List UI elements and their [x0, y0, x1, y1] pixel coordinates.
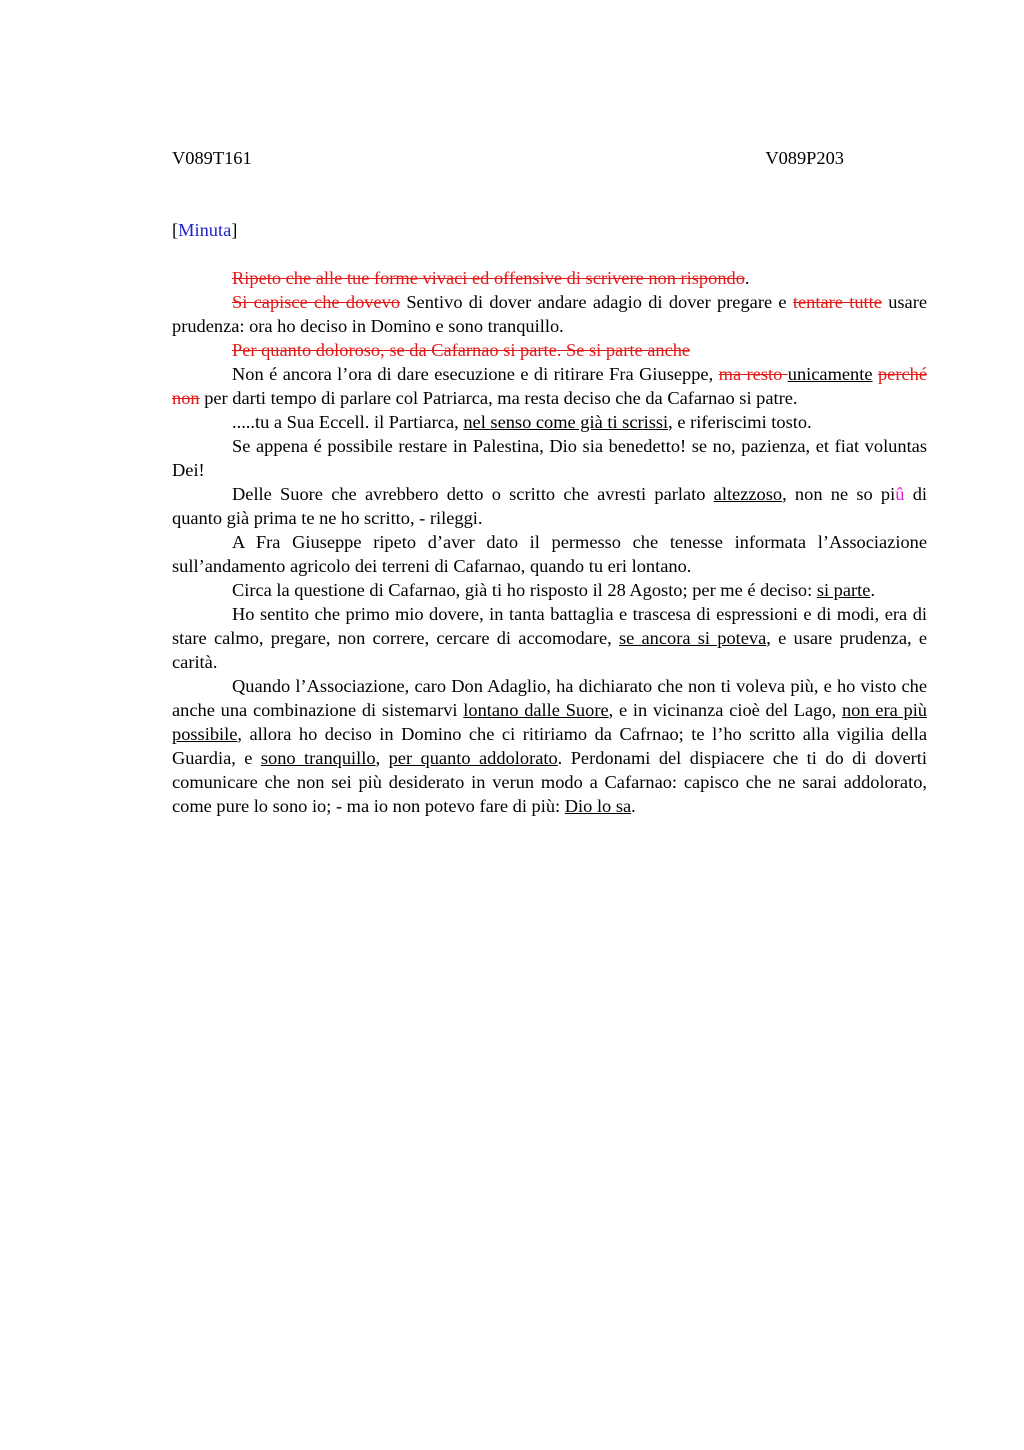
paragraph-text: Circa la questione di Cafarnao, già ti ho risposto il 28 Agosto; per me é deciso: — [232, 580, 817, 600]
paragraph-11 — [172, 674, 927, 818]
paragraph-text: , non ne so pi — [782, 484, 896, 504]
paragraph-2 — [172, 290, 927, 338]
paragraph-text: per darti tempo di parlare col Patriarca, ma resta deciso che da Cafarnao si patre. — [199, 388, 798, 408]
underlined-text: lontano dalle Suore — [463, 700, 609, 720]
paragraph-text: di quanto già prima te ne ho scritto, - rileggi. — [172, 484, 927, 528]
paragraph-text: , allora ho deciso in Domino che ci ritiriamo da Cafrnao; te l’ho scritto alla vigilia della Guardia, e — [172, 724, 927, 768]
header-right-code: V089P203 — [765, 148, 844, 168]
paragraph-3 — [172, 338, 927, 362]
deleted-text: tentare tutte — [792, 292, 882, 312]
paragraph-4 — [172, 362, 927, 410]
paragraph-text: A Fra Giuseppe ripeto d’aver dato il permesso che tenesse informata l’Associazione sull’andamento agricolo dei terreni di Cafarnao, quando tu eri lontano. — [172, 532, 927, 576]
header-left-code: V089T161 — [172, 148, 252, 168]
underlined-text: Dio lo sa — [564, 796, 632, 816]
paragraph-text: .....tu a Sua Eccell. il Partiarca, — [232, 412, 464, 432]
paragraph-text: Delle Suore che avrebbero detto o scritto che avresti parlato — [232, 484, 714, 504]
underlined-text: sono tranquillo — [260, 748, 376, 768]
paragraph-8 — [172, 530, 927, 578]
paragraph-text: , e riferiscimi tosto. — [668, 412, 812, 432]
paragraph-text: Se appena é possibile restare in Palestina, Dio sia benedetto! se no, pazienza, et fiat voluntas Dei! — [172, 436, 927, 480]
paragraph-text: . — [870, 580, 876, 600]
deleted-text: perché non — [172, 364, 927, 408]
deleted-text: ma resto — [718, 364, 788, 384]
underlined-text: non era più possibile — [172, 700, 927, 744]
document-header — [172, 146, 844, 170]
underlined-text: si parte — [816, 580, 871, 600]
paragraph-5 — [172, 410, 927, 434]
paragraph-text: Sentivo di dover andare adagio di dover pregare e — [400, 292, 793, 312]
minuta-close-bracket: ] — [231, 220, 238, 240]
minuta-text: Minuta — [178, 220, 232, 240]
deleted-text: Si capisce che dovevo — [232, 292, 401, 312]
paragraph-6 — [172, 434, 927, 482]
deleted-text: Ripeto che alle tue forme vivaci ed offensive di scrivere non rispondo — [232, 268, 745, 288]
paragraph-text: . Perdonami del dispiacere che ti do di doverti comunicare che non sei più desiderato in verun modo a Cafarnao: capisco che ne sarai addolorato, come pure lo sono io; - ma io non potevo fare di più: — [172, 748, 927, 816]
paragraph-text: usare prudenza: ora ho deciso in Domino e sono tranquillo. — [172, 292, 928, 336]
underlined-text: nel senso come già ti scrissi — [463, 412, 669, 432]
underlined-text: altezzoso — [713, 484, 783, 504]
deleted-text: Per quanto doloroso, se da Cafarnao si parte. Se si parte anche — [232, 340, 691, 360]
minuta-label — [172, 218, 237, 242]
paragraph-text: , e in vicinanza cioè del Lago, — [608, 700, 842, 720]
paragraph-10 — [172, 602, 927, 674]
underlined-text: se ancora si poteva — [618, 628, 767, 648]
underlined-text: per quanto addolorato — [388, 748, 558, 768]
letter-body — [172, 266, 927, 818]
paragraph-text: Non é ancora l’ora di dare esecuzione e di ritirare Fra Giuseppe, — [232, 364, 719, 384]
paragraph-text: Quando l’Associazione, caro Don Adaglio, ha dichiarato che non ti voleva più, e ho visto che anche una combinazione di sistemarvi — [172, 676, 927, 720]
paragraph-text: , e usare prudenza, e carità. — [172, 628, 927, 672]
underlined-text: unicamente — [787, 364, 873, 384]
paragraph-text: . — [744, 268, 750, 288]
paragraph-text: , — [375, 748, 389, 768]
paragraph-7 — [172, 482, 927, 530]
paragraph-9 — [172, 578, 927, 602]
paragraph-text: Ho sentito che primo mio dovere, in tanta battaglia e trascesa di espressioni e di modi, era di stare calmo, pregare, non correre, cercare di accomodare, — [172, 604, 927, 648]
corrected-character: û — [895, 484, 905, 504]
minuta-open-bracket: [ — [172, 220, 179, 240]
paragraph-1 — [172, 266, 927, 290]
paragraph-text: . — [631, 796, 636, 816]
